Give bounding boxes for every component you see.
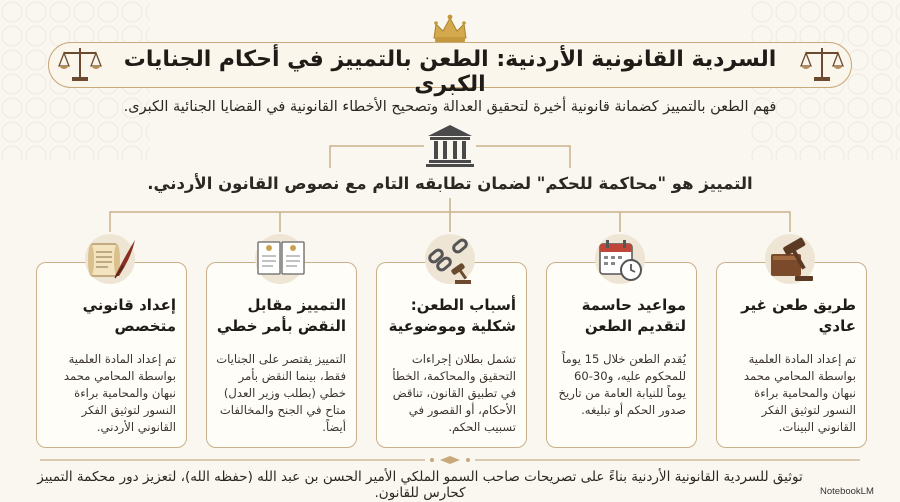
footer-note: توثيق للسردية القانونية الأردنية بناءً على تصريحات صاحب السمو الملكي الأمير الحسن بن عبد الله (حفظه الله)، لتعزيز دور محكمة التمييز كحارس للقانون. [37,469,803,501]
card-body: يُقدم الطعن خلال 15 يوماً للمحكوم عليه، و30-60 يوماً للنيابة العامة من تاريخ صدور الحكم أو تبليغه. [558,352,686,417]
card-title: أسباب الطعن: شكلية وموضوعية [388,296,516,335]
card-body: تم إعداد المادة العلمية بواسطة المحامي محمد نبهان والمحامية براءة النسور لتوثيق الفكر القانوني الأردني. [63,352,176,434]
page-subtitle: فهم الطعن بالتمييز كضمانة قانونية أخيرة لتحقيق العدالة وتصحيح الأخطاء القانونية في القضايا الجنائية الكبرى. [123,99,777,115]
crown-icon [430,12,470,44]
gavel-book-icon [761,232,821,288]
card-title: مواعيد حاسمة لتقديم الطعن [581,296,686,335]
card-body: تشمل بطلان إجراءات التحقيق والمحاكمة، الخطأ في تطبيق القانون، تناقض الأحكام، أو القصور في تسبيب الحكم. [392,352,516,434]
card-title: طريق طعن غير عادي [741,296,856,335]
card-specialized-preparation [36,262,187,448]
calendar-clock-icon [591,232,651,288]
card-appeal-deadlines [546,262,697,448]
card-cassation-vs-written-order [206,262,357,448]
courthouse-icon [424,122,476,168]
page-title: السردية القانونية الأردنية: الطعن بالتمييز في أحكام الجنايات الكبرى [123,47,777,97]
broken-chain-gavel-icon [421,232,481,288]
scroll-quill-icon [81,232,141,288]
scales-of-justice-icon [58,44,102,84]
scales-of-justice-icon [800,44,844,84]
card-extraordinary-appeal [716,262,867,448]
card-body: التمييز يقتصر على الجنايات فقط، بينما النقض بأمر خطي (بطلب وزير العدل) متاح في الجنح والمخالفات أيضاً. [216,352,346,434]
brand-label: NotebookLM [820,486,874,497]
central-statement: التمييز هو "محاكمة للحكم" لضمان تطابقه التام مع نصوص القانون الأردني. [147,174,753,193]
documents-icon [251,232,311,288]
card-body: تم إعداد المادة العلمية بواسطة المحامي محمد نبهان والمحامية براءة النسور لتوثيق الفكر القانوني البينات. [743,352,856,434]
card-title: إعداد قانوني متخصص [82,296,176,335]
card-grounds-of-appeal [376,262,527,448]
card-title: التمييز مقابل النقض بأمر خطي [216,296,346,335]
